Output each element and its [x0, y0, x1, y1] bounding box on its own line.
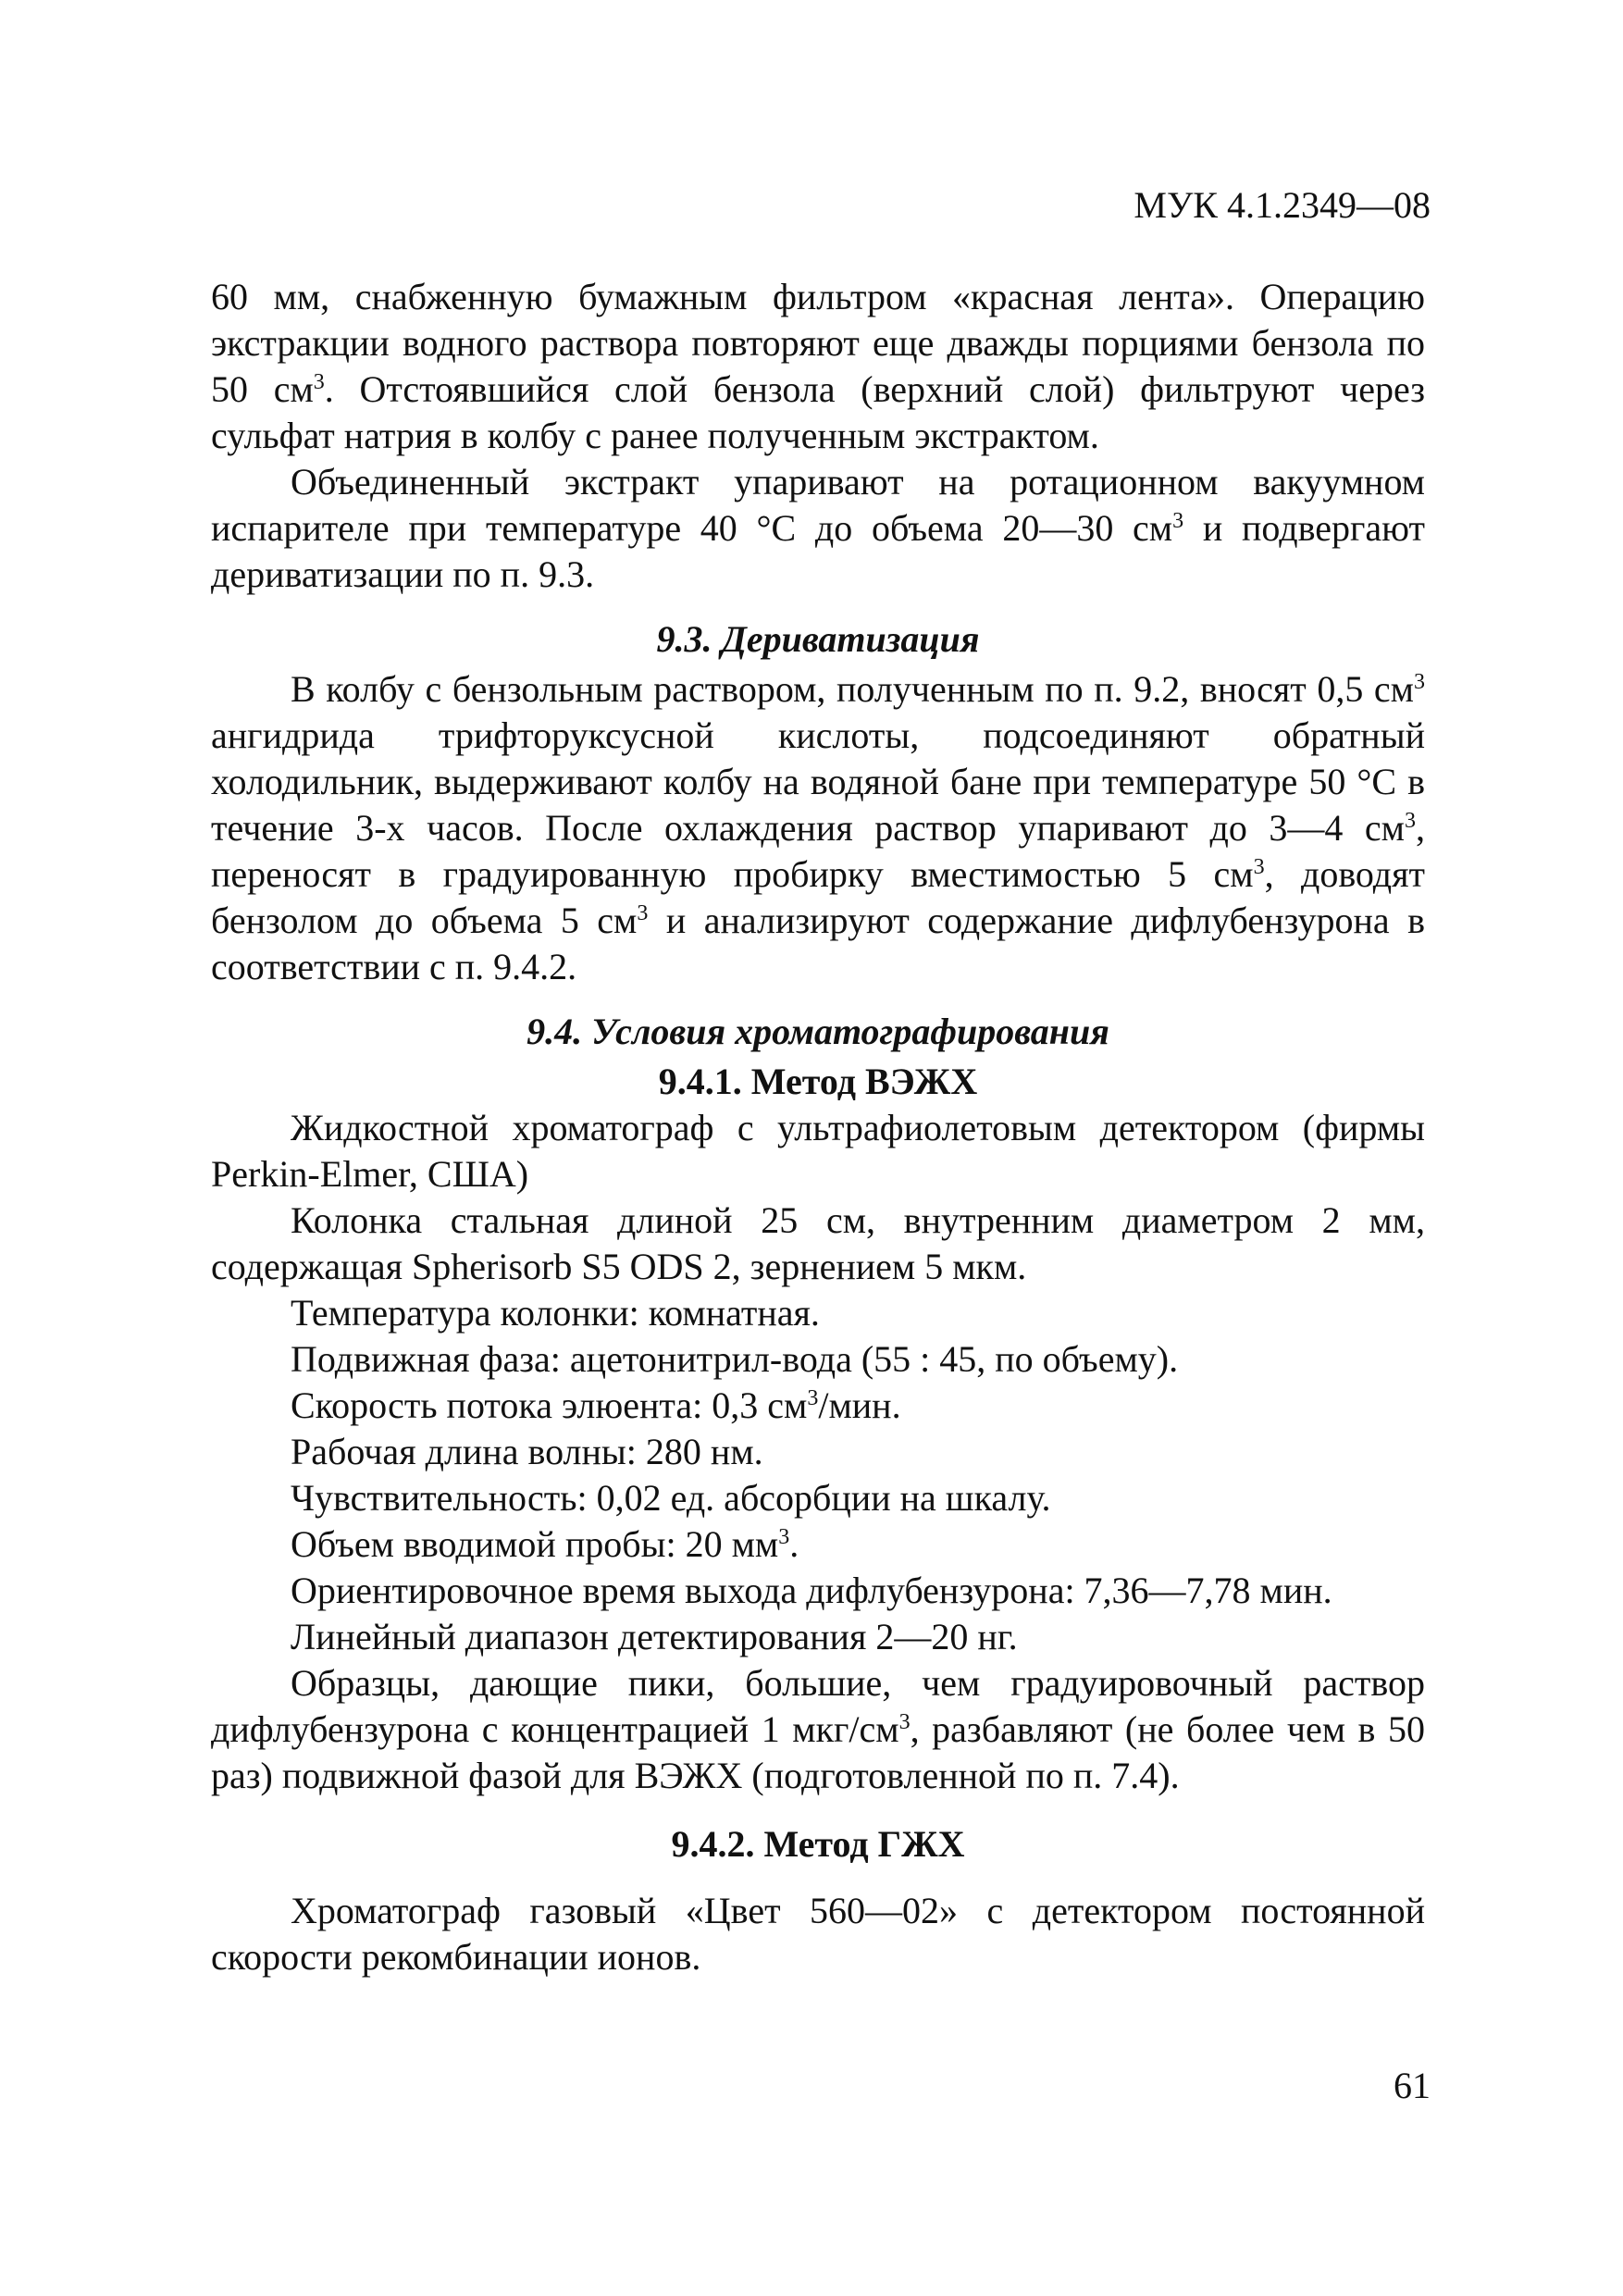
- document-code-header: МУК 4.1.2349—08: [1134, 184, 1431, 226]
- page-content: [211, 274, 1425, 1980]
- line-linear-range: Линейный диапазон детектирования 2—20 нг.: [291, 1616, 1018, 1657]
- line-wavelength: Рабочая длина волны: 280 нм.: [291, 1431, 763, 1472]
- page-number: 61: [1394, 2065, 1431, 2106]
- line-flow-rate: Скорость потока элюента: 0,3 $см^3$/мин.: [291, 1384, 901, 1426]
- paragraph-column: Колонка стальная длиной 25 см, внутренним диаметром 2 мм, содержащая Spherisorb S5 ODS 2, зернением 5 мкм.: [211, 1199, 1425, 1287]
- heading-hplc-method: 9.4.1. Метод ВЭЖХ: [658, 1061, 978, 1102]
- line-column-temperature: Температура колонки: комнатная.: [291, 1292, 820, 1334]
- line-mobile-phase: Подвижная фаза: ацетонитрил-вода (55 : 45, по объему).: [291, 1338, 1179, 1380]
- paragraph-dilution: Образцы, дающие пики, большие, чем градуировочный раствор дифлубензурона с концентрацией 1 мкг/$см^3$, разбавляют (не более чем в 50 раз) подвижной фазой для ВЭЖХ (подготовленной по п. 7.4).: [211, 1662, 1426, 1796]
- heading-chromatography-conditions: 9.4. Условия хроматографирования: [527, 1011, 1109, 1052]
- line-injection-volume: Объем вводимой пробы: 20 $мм^3$.: [291, 1523, 799, 1565]
- paragraph-evaporation: Объединенный экстракт упаривают на ротационном вакуумном испарителе при температуре 40 °С до объема 20—30 $см^3$ и подвергают дериватизации по п. 9.3.: [211, 461, 1425, 595]
- paragraph-derivatization: В колбу с бензольным раствором, полученным по п. 9.2, вносят 0,5 $см^3$ ангидрида трифторуксусной кислоты, подсоединяют обратный холодильник, выдерживают колбу на водяной бане при температуре 50 °С в течение 3-х часов. После охлаждения раствор упаривают до 3—4 $см^3$, переносят в градуированную пробирку вместимостью 5 $см^3$, доводят бензолом до объема 5 $см^3$ и анализируют содержание дифлубензурона в соответствии с п. 9.4.2.: [211, 668, 1426, 987]
- line-sensitivity: Чувствительность: 0,02 ед. абсорбции на шкалу.: [291, 1477, 1051, 1519]
- paragraph-extraction: 60 мм, снабженную бумажным фильтром «красная лента». Операцию экстракции водного раствора повторяют еще дважды порциями бензола по 50 $см^3$. Отстоявшийся слой бензола (верхний слой) фильтруют через сульфат натрия в колбу с ранее полученным экстрактом.: [211, 276, 1425, 456]
- paragraph-liquid-chromatograph: Жидкостной хроматограф с ультрафиолетовым детектором (фирмы Perkin-Elmer, США): [211, 1107, 1425, 1195]
- heading-derivatization: 9.3. Дериватизация: [656, 618, 980, 660]
- line-retention-time: Ориентировочное время выхода дифлубензурона: 7,36—7,78 мин.: [291, 1570, 1332, 1611]
- paragraph-gas-chromatograph: Хроматограф газовый «Цвет 560—02» с детектором постоянной скорости рекомбинации ионов.: [211, 1890, 1425, 1978]
- heading-glc-method: 9.4.2. Метод ГЖХ: [671, 1823, 965, 1865]
